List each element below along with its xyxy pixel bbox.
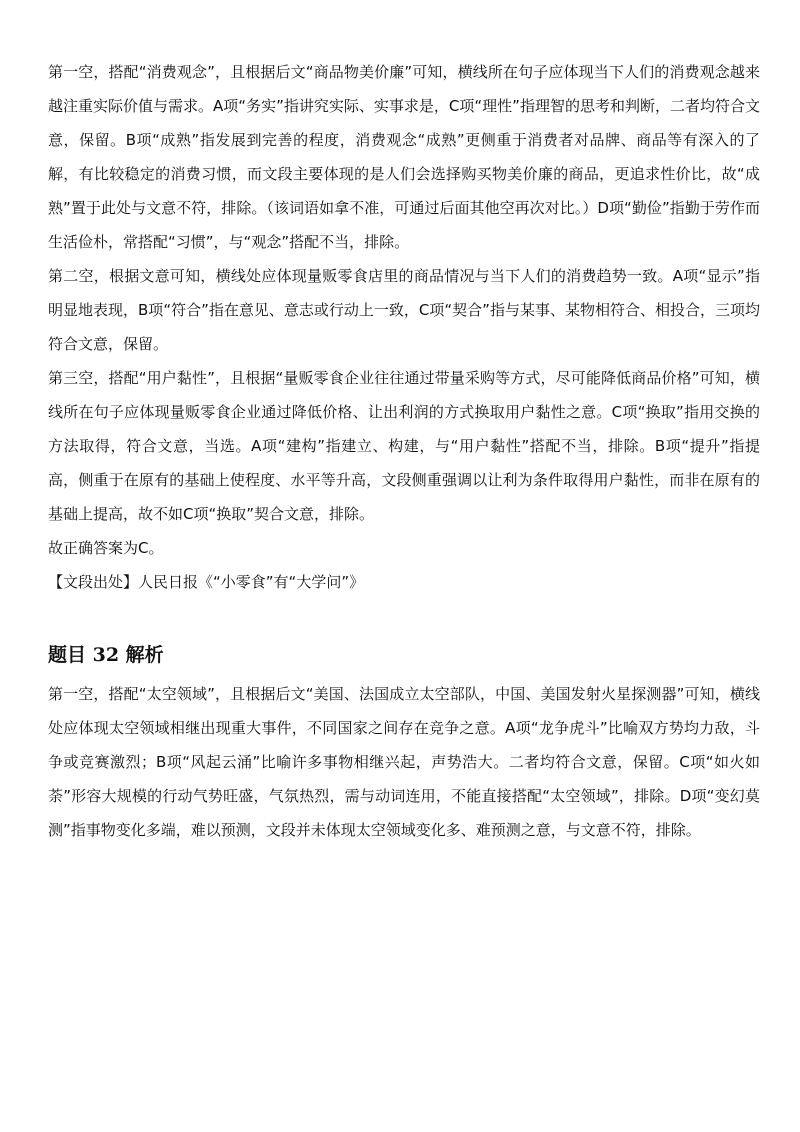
- source-line: 【文段出处】人民日报《“小零食”有“大学问”》: [48, 573, 365, 591]
- answer-line: 故正确答案为C。: [48, 539, 164, 557]
- question-32-heading: 题目 32 解析: [48, 644, 164, 666]
- analysis-paragraph-blank-2: 第二空，根据文意可知，横线处应体现量贩零食店里的商品情况与当下人们的消费趋势一致。A项“显示”指明显地表现，B项“符合”指在意见、意志或行动上一致，C项“契合”指与某事、某物相符合、相投合，三项均符合文意，保留。: [48, 267, 760, 353]
- q32-analysis-paragraph: 第一空，搭配“太空领域”，且根据后文“美国、法国成立太空部队，中国、美国发射火星探测器”可知，横线处应体现太空领域相继出现重大事件，不同国家之间存在竞争之意。A项“龙争虎斗”比喻双方势均力敌，斗争或竞赛激烈；B项“风起云涌”比喻许多事物相继兴起，声势浩大。二者均符合文意，保留。C项“如火如荼”形容大规模的行动气势旺盛，气氛热烈，需与动词连用，不能直接搭配“太空领域”，排除。D项“变幻莫测”指事物变化多端，难以预测，文段并未体现太空领域变化多、难预测之意，与文意不符，排除。: [48, 685, 760, 839]
- analysis-paragraph-blank-1: 第一空，搭配“消费观念”，且根据后文“商品物美价廉”可知，横线所在句子应体现当下人们的消费观念越来越注重实际价值与需求。A项“务实”指讲究实际、实事求是，C项“理性”指理智的思考和判断，二者均符合文意，保留。B项“成熟”指发展到完善的程度，消费观念“成熟”更侧重于消费者对品牌、商品等有深入的了解，有比较稳定的消费习惯，而文段主要体现的是人们会选择购买物美价廉的商品，更追求性价比，故“成熟”置于此处与文意不符，排除。（该词语如拿不准，可通过后面其他空再次对比。）D项“勤俭”指勤于劳作而生活俭朴，常搭配“习惯”，与“观念”搭配不当，排除。: [48, 63, 760, 251]
- analysis-paragraph-blank-3: 第三空，搭配“用户黏性”，且根据“量贩零食企业往往通过带量采购等方式，尽可能降低商品价格”可知，横线所在句子应体现量贩零食企业通过降低价格、让出利润的方式换取用户黏性之意。C项“换取”指用交换的方法取得，符合文意，当选。A项“建构”指建立、构建，与“用户黏性”搭配不当，排除。B项“提升”指提高，侧重于在原有的基础上使程度、水平等升高，文段侧重强调以让利为条件取得用户黏性，而非在原有的基础上提高，故不如C项“换取”契合文意，排除。: [48, 369, 760, 523]
- document-page: [48, 55, 760, 847]
